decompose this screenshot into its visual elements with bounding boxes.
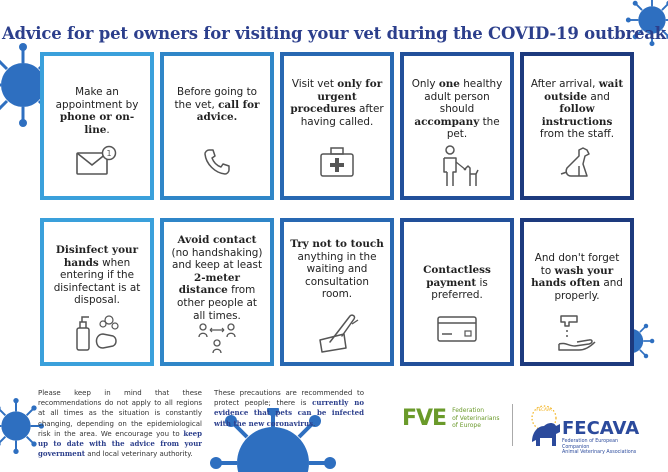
card-urgent-visit [280, 52, 394, 200]
fecava-subtitle: Federation of European Companion Animal Veterinary Associations [562, 439, 637, 456]
distance-people-icon [195, 321, 239, 355]
card-text: Visit vet only for urgent procedures after having called. [290, 78, 384, 128]
hand-touch-icon [312, 310, 362, 354]
card-disinfect-hands [40, 218, 154, 366]
card-no-touch [280, 218, 394, 366]
card-wait-outside [520, 52, 634, 200]
sitting-dog-icon [557, 144, 597, 180]
fve-mark: FVE [402, 406, 447, 431]
logo-divider [512, 404, 513, 446]
card-text: Before going to the vet, call for advice. [174, 86, 260, 124]
card-one-adult [400, 52, 514, 200]
footer-disclaimer-right: These precautions are recommended to protect people; there is currently no evidence that pets can be infected with the new coronavirus. [214, 389, 364, 428]
card-text: Disinfect your hands when entering if the disinfectant is at disposal. [53, 244, 141, 307]
card-text: Only one healthy adult person should accompany the pet. [411, 78, 503, 141]
sanitizer-hands-icon [69, 310, 125, 354]
card-text: Make an appointment by phone or on-line. [55, 86, 139, 136]
fve-logo [402, 406, 500, 431]
fecava-emblem-icon [522, 402, 566, 450]
credit-card-icon [435, 312, 479, 344]
envelope-notification-icon [74, 145, 120, 179]
card-wash-hands [520, 218, 634, 366]
phone-icon [201, 146, 233, 178]
card-text: Try not to touch anything in the waiting and consultation room. [290, 238, 384, 301]
fecava-mark: FECAVA [562, 418, 640, 439]
person-with-dog-icon [432, 144, 482, 188]
card-text: And don't forget to wash your hands often and properly. [531, 252, 623, 302]
card-text: Contactless payment is preferred. [423, 264, 491, 302]
card-text: Avoid contact (no handshaking) and keep at least 2-meter distance from other people at all times. [171, 234, 263, 322]
card-avoid-contact [160, 218, 274, 366]
card-text: After arrival, wait outside and follow instructions from the staff. [530, 78, 624, 141]
fve-name: Federation of Veterinarians of Europe [452, 407, 500, 430]
tap-hand-icon [555, 310, 599, 354]
svg-text:FECAVA: FECAVA [536, 407, 552, 412]
card-call-advice [160, 52, 274, 200]
svg-text:1: 1 [106, 149, 112, 158]
card-contactless-payment [400, 218, 514, 366]
medical-kit-icon [317, 145, 357, 179]
footer-disclaimer-left: Please keep in mind that these recommendations do not apply to all regions at all times as the situation is constantly changing, depending on the epidemiological risk in the area. We encourage you to keep up to date with the advice from your government and local veterinary authority. [38, 389, 202, 459]
page-title: Advice for pet owners for visiting your vet during the COVID-19 outbreak [1, 24, 667, 43]
card-appointment [40, 52, 154, 200]
fecava-logo [522, 402, 642, 456]
